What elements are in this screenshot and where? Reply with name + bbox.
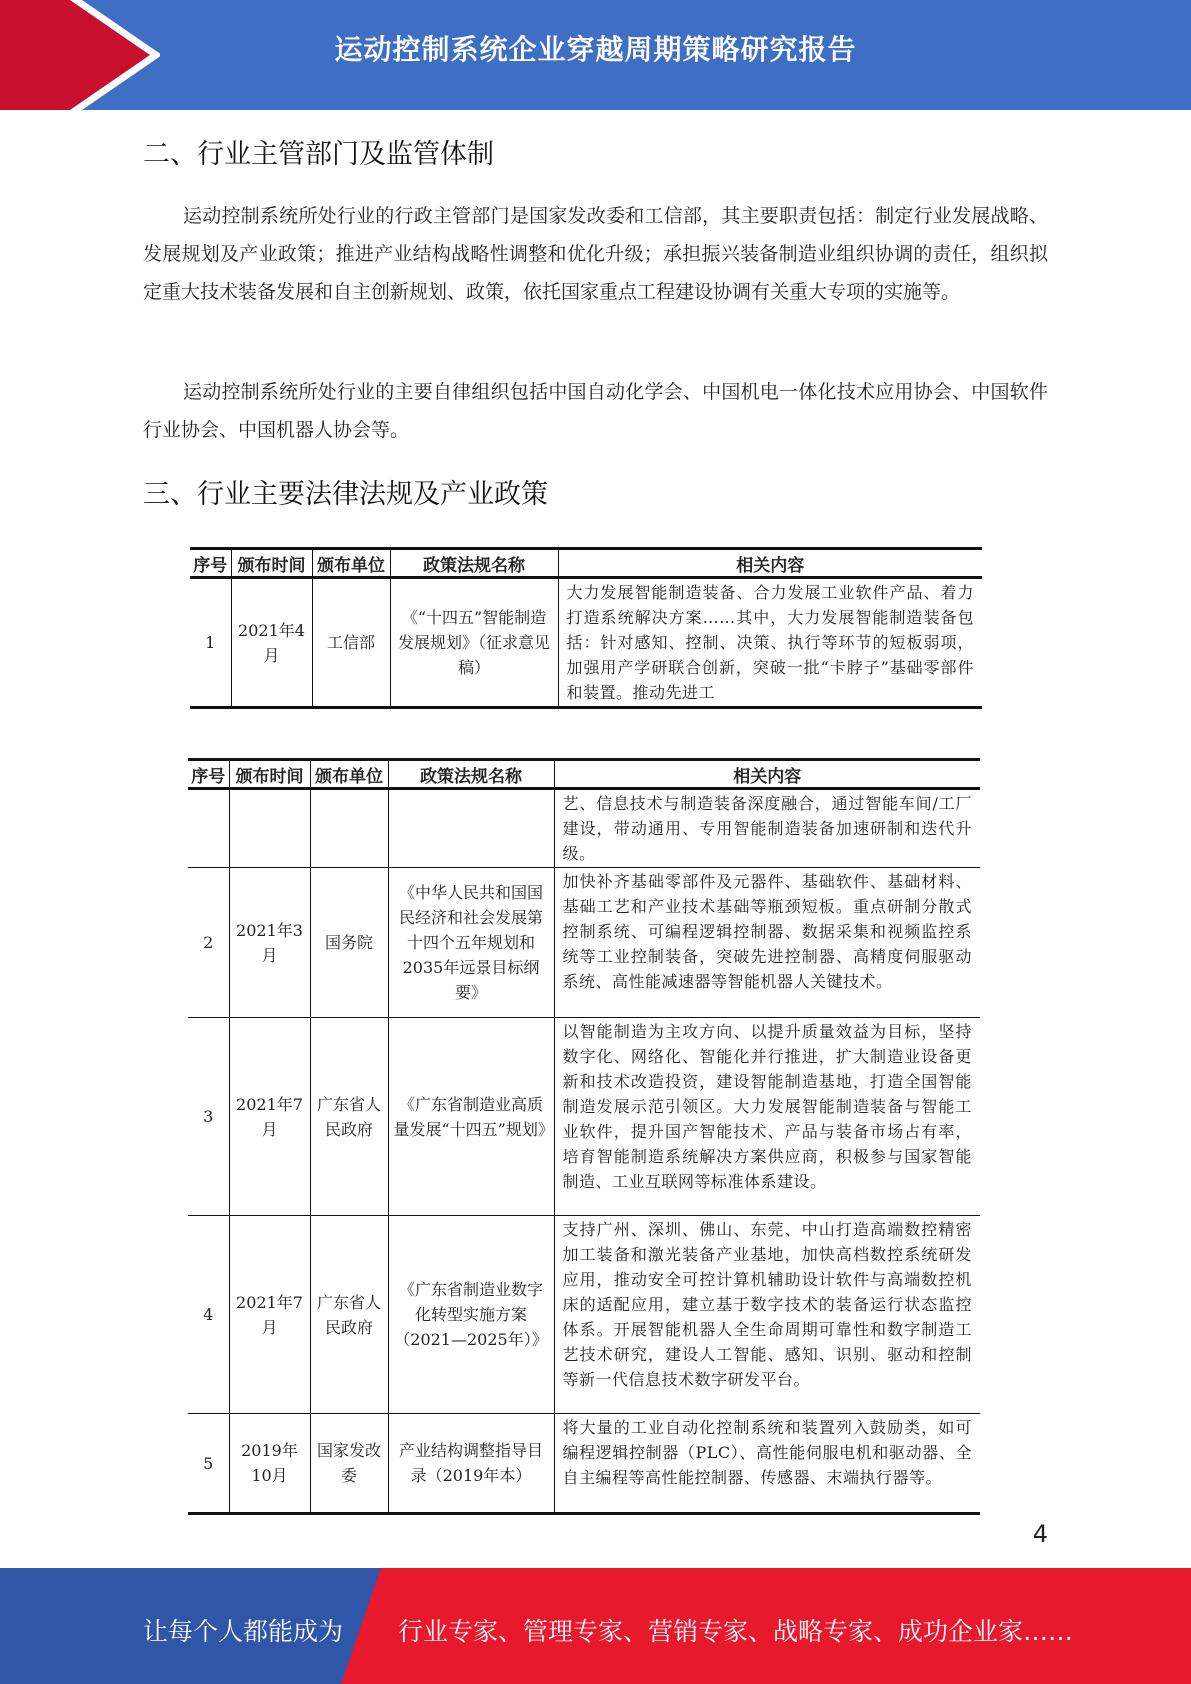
cell-issuer	[310, 789, 388, 868]
cell-content: 艺、信息技术与制造装备深度融合，通过智能车间/工厂建设，带动通用、专用智能制造装备加速研制和迭代升级。	[554, 789, 980, 868]
col-header-issuer: 颁布单位	[310, 760, 388, 789]
cell-issuer: 工信部	[312, 578, 390, 708]
cell-name: 《广东省制造业高质量发展“十四五”规划》	[388, 1018, 554, 1216]
footer-banner	[0, 1568, 1191, 1684]
cell-date: 2021年7月	[229, 1216, 310, 1414]
cell-no: 1	[190, 578, 231, 708]
col-header-no: 序号	[188, 760, 229, 789]
cell-issuer: 广东省人民政府	[310, 1018, 388, 1216]
cell-no: 4	[188, 1216, 229, 1414]
table-row	[188, 789, 980, 868]
cell-name: 产业结构调整指导目录（2019年本）	[388, 1414, 554, 1514]
cell-date: 2019年10月	[229, 1414, 310, 1514]
cell-issuer: 广东省人民政府	[310, 1216, 388, 1414]
col-header-issuer: 颁布单位	[312, 549, 390, 578]
table-header-row	[188, 760, 980, 789]
footer-slogan-right: 行业专家、管理专家、营销专家、战略专家、成功企业家……	[398, 1617, 1074, 1646]
cell-name: 《“十四五”智能制造发展规划》（征求意见稿）	[390, 578, 558, 708]
col-header-name: 政策法规名称	[390, 549, 558, 578]
cell-content: 将大量的工业自动化控制系统和装置列入鼓励类，如可编程逻辑控制器（PLC）、高性能伺服电机和驱动器、全自主编程等高性能控制器、传感器、末端执行器等。	[554, 1414, 980, 1514]
report-title: 运动控制系统企业穿越周期策略研究报告	[334, 33, 857, 66]
cell-date: 2021年4月	[231, 578, 312, 708]
cell-name: 《广东省制造业数字化转型实施方案（2021—2025年）》	[388, 1216, 554, 1414]
table-row	[188, 1216, 980, 1414]
cell-name: 《中华人民共和国国民经济和社会发展第十四个五年规划和2035年远景目标纲要》	[388, 868, 554, 1018]
table-row	[190, 578, 982, 708]
cell-name	[388, 789, 554, 868]
col-header-content: 相关内容	[558, 549, 982, 578]
col-header-name: 政策法规名称	[388, 760, 554, 789]
table-header-row	[190, 549, 982, 578]
cell-issuer: 国务院	[310, 868, 388, 1018]
cell-no: 2	[188, 868, 229, 1018]
cell-no: 5	[188, 1414, 229, 1514]
cell-date	[229, 789, 310, 868]
col-header-date: 颁布时间	[231, 549, 312, 578]
col-header-content: 相关内容	[554, 760, 980, 789]
page-number: 4	[1032, 1520, 1048, 1548]
section-heading-regulation: 二、行业主管部门及监管体制	[143, 139, 494, 170]
paragraph-authorities: 运动控制系统所处行业的行政主管部门是国家发改委和工信部，其主要职责包括：制定行业发展战略、发展规划及产业政策；推进产业结构战略性调整和优化升级；承担振兴装备制造业组织协调的责任，组织拟定重大技术装备发展和自主创新规划、政策，依托国家重点工程建设协调有关重大专项的实施等。	[143, 205, 1048, 303]
cell-no	[188, 789, 229, 868]
cell-date: 2021年3月	[229, 868, 310, 1018]
cell-content: 大力发展智能制造装备、合力发展工业软件产品、着力打造系统解决方案……其中，大力发展智能制造装备包括：针对感知、控制、决策、执行等环节的短板弱项，加强用产学研联合创新，突破一批“卡脖子”基础零部件和装置。推动先进工	[558, 578, 982, 708]
cell-issuer: 国家发改委	[310, 1414, 388, 1514]
footer-slogan-left: 让每个人都能成为	[143, 1617, 344, 1646]
cell-content: 支持广州、深圳、佛山、东莞、中山打造高端数控精密加工装备和激光装备产业基地，加快高档数控系统研发应用，推动安全可控计算机辅助设计软件与高端数控机床的适配应用，建立基于数字技术的装备运行状态监控体系。开展智能机器人全生命周期可靠性和数字制造工艺技术研究，建设人工智能、感知、识别、驱动和控制等新一代信息技术数字研发平台。	[554, 1216, 980, 1414]
cell-no: 3	[188, 1018, 229, 1216]
policy-table-part2	[188, 758, 980, 1515]
col-header-no: 序号	[190, 549, 231, 578]
table-row	[188, 1414, 980, 1514]
header-banner	[0, 0, 1191, 110]
paragraph-self-regulation: 运动控制系统所处行业的主要自律组织包括中国自动化学会、中国机电一体化技术应用协会、中国软件行业协会、中国机器人协会等。	[143, 381, 1048, 441]
table-row	[188, 868, 980, 1018]
col-header-date: 颁布时间	[229, 760, 310, 789]
section-heading-policies: 三、行业主要法律法规及产业政策	[143, 479, 548, 510]
cell-date: 2021年7月	[229, 1018, 310, 1216]
table-row	[188, 1018, 980, 1216]
cell-content: 加快补齐基础零部件及元器件、基础软件、基础材料、基础工艺和产业技术基础等瓶颈短板。重点研制分散式控制系统、可编程逻辑控制器、数据采集和视频监控系统等工业控制装备，突破先进控制器、高精度伺服驱动系统、高性能减速器等智能机器人关键技术。	[554, 868, 980, 1018]
cell-content: 以智能制造为主攻方向、以提升质量效益为目标，坚持数字化、网络化、智能化并行推进，扩大制造业设备更新和技术改造投资，建设智能制造基地，打造全国智能制造发展示范引领区。大力发展智能制造装备与智能工业软件，提升国产智能技术、产品与装备市场占有率，培育智能制造系统解决方案供应商，积极参与国家智能制造、工业互联网等标准体系建设。	[554, 1018, 980, 1216]
policy-table-part1	[190, 547, 982, 709]
